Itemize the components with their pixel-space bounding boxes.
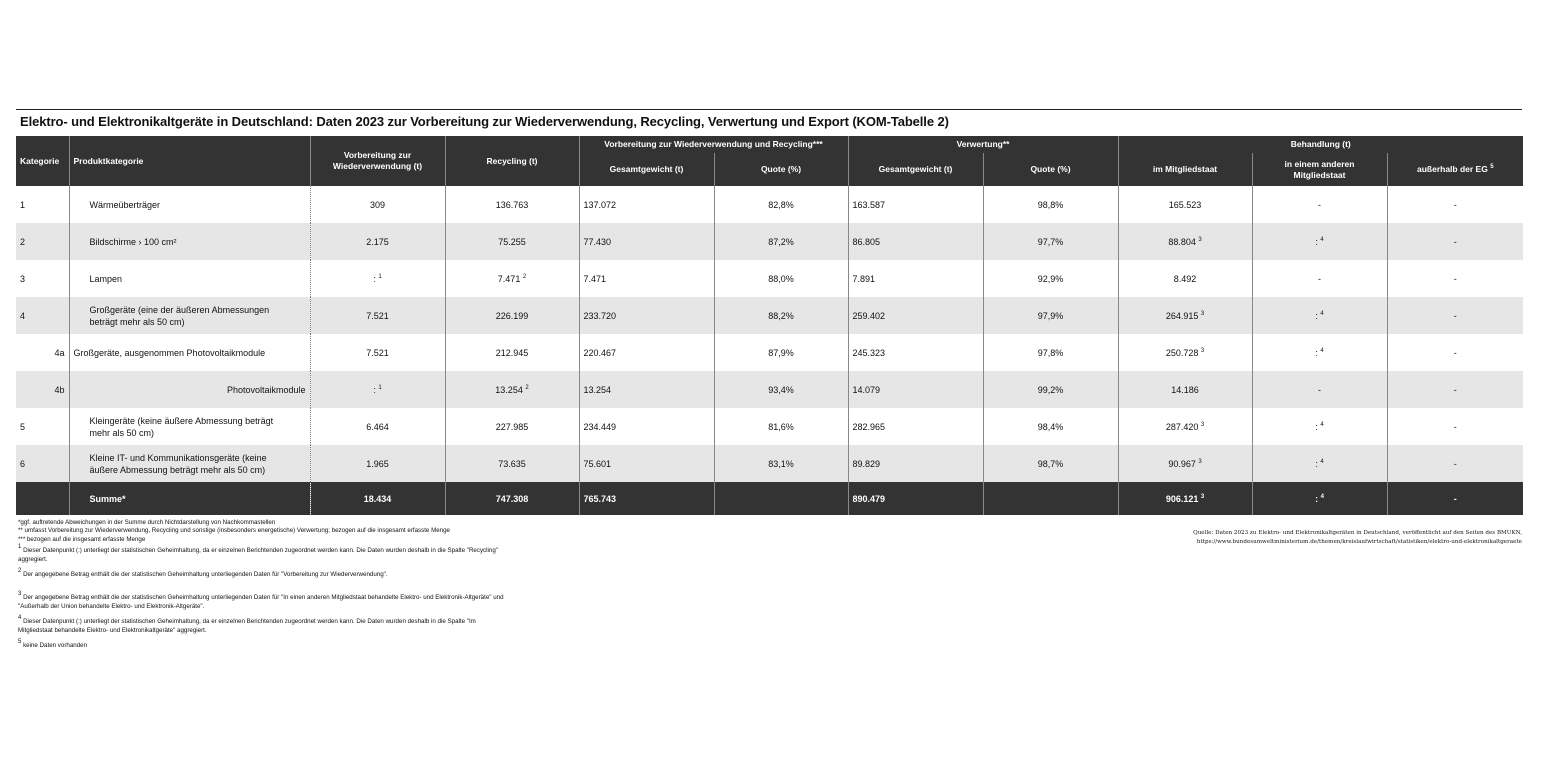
group-header-row: [16, 136, 1523, 153]
cell-produktkategorie: Wärmeüberträger: [69, 186, 310, 223]
cell-vorbereitung: : $^1$: [310, 260, 445, 297]
group-header-verwertung: Verwertung**: [848, 136, 1118, 153]
title-rule: [16, 109, 1522, 110]
cell-ausserhalb: -: [1387, 297, 1523, 334]
cell-produktkategorie: Kleingeräte (keine äußere Abmessung beträgt mehr als 50 cm): [69, 408, 310, 445]
cell-vw-quote: 97,9%: [983, 297, 1118, 334]
cell-vw-gesamt: 89.829: [848, 445, 983, 482]
cell-ausserhalb: -: [1387, 334, 1523, 371]
cell-kategorie: 2: [20, 236, 26, 247]
cell-vorbereitung: 309: [310, 186, 445, 223]
col-header-vr-gesamt: Gesamtgewicht (t): [579, 153, 714, 186]
cell-ausserhalb: -: [1387, 482, 1523, 515]
cell-mitgliedstaat: 14.186: [1118, 371, 1252, 408]
cell-kategorie: 1: [20, 199, 26, 210]
col-header-ausserhalb: außerhalb der EG $^5$: [1387, 153, 1523, 186]
cell-produktkategorie: Photovoltaikmodule: [69, 371, 310, 408]
table-row: [16, 445, 1523, 482]
cell-produktkategorie: Summe*: [69, 482, 310, 515]
footnote-sum: *ggf. auftretende Abweichungen in der Summe durch Nichtdarstellung von Nachkommastellen: [18, 519, 276, 526]
cell-kategorie: 4b: [54, 384, 65, 395]
footnote-1: $^1$ Dieser Datenpunkt (:) unterliegt der statistischen Geheimhaltung, da er einzelnen Berichtenden zugeordnet werden kann. Die Daten wurden deshalb in die Spalte "Recycling" aggregiert.: [18, 544, 498, 563]
cell-produktkategorie: Lampen: [69, 260, 310, 297]
cell-kategorie: 4: [20, 310, 26, 321]
footnote-3: $^3$ Der angegebene Betrag enthält die der statistischen Geheimhaltung unterliegenden Daten für "In einen anderen Mitgliedstaat behandelte Elektro- und Elektronik-Altgeräte" und "Außerhalb der Union behandelte Elektro- und Elektronik-Altgeräte".: [18, 591, 504, 610]
cell-vorbereitung: 2.175: [310, 223, 445, 260]
cell-vorbereitung: : $^1$: [310, 371, 445, 408]
cell-mitgliedstaat: 90.967 $^3$: [1118, 445, 1252, 482]
source-note: [1062, 529, 1522, 547]
cell-kategorie: 6: [20, 458, 26, 469]
cell-vorbereitung: 6.464: [310, 408, 445, 445]
cell-vr-gesamt: 234.449: [579, 408, 714, 445]
cell-vw-gesamt: 259.402: [848, 297, 983, 334]
col-header-vr-quote: Quote (%): [714, 153, 848, 186]
cell-anderer-mitgliedstaat: -: [1252, 371, 1387, 408]
col-header-vw-quote: Quote (%): [983, 153, 1118, 186]
cell-mitgliedstaat: 906.121 $^3$: [1118, 482, 1252, 515]
cell-recycling: 227.985: [445, 408, 579, 445]
cell-vorbereitung: 7.521: [310, 297, 445, 334]
cell-kategorie: [16, 482, 69, 515]
table-row: [16, 260, 1523, 297]
cell-vw-quote: 97,8%: [983, 334, 1118, 371]
cell-kategorie: 4a: [54, 347, 65, 358]
cell-ausserhalb: -: [1387, 408, 1523, 445]
table-row: [16, 371, 1523, 408]
col-header-anderer-mitgliedstaat: in einem anderen Mitgliedstaat: [1252, 153, 1387, 186]
cell-vr-quote: 82,8%: [714, 186, 848, 223]
cell-recycling: 13.254 $^2$: [445, 371, 579, 408]
cell-vr-quote: 87,9%: [714, 334, 848, 371]
cell-anderer-mitgliedstaat: -: [1252, 260, 1387, 297]
sum-row: [16, 482, 1523, 515]
table-title: Elektro- und Elektronikaltgeräte in Deutschland: Daten 2023 zur Vorbereitung zur Wiederverwendung, Recycling, Verwertung und Export (KOM-Tabelle 2): [20, 114, 949, 129]
cell-vr-quote: 88,2%: [714, 297, 848, 334]
footnote-5: $^5$ keine Daten vorhanden: [18, 639, 88, 650]
source-line-2: https://www.bundesumweltministerium.de/themen/kreislaufwirtschaft/statistiken/elektro-und-elektronikaltgeraete: [1196, 539, 1522, 545]
cell-ausserhalb: -: [1387, 186, 1523, 223]
cell-vr-quote: 88,0%: [714, 260, 848, 297]
cell-vorbereitung: 1.965: [310, 445, 445, 482]
cell-vr-quote: 87,2%: [714, 223, 848, 260]
cell-vw-gesamt: 86.805: [848, 223, 983, 260]
table-row: [16, 334, 1523, 371]
cell-recycling: 747.308: [445, 482, 579, 515]
cell-vr-quote: 93,4%: [714, 371, 848, 408]
footnote-quote: *** bezogen auf die insgesamt erfasste Menge: [18, 535, 146, 543]
table-row: [16, 297, 1523, 334]
table-row: [16, 223, 1523, 260]
cell-kategorie: 5: [20, 421, 26, 432]
footnotes: [18, 519, 618, 650]
cell-ausserhalb: -: [1387, 260, 1523, 297]
footnote-4: $^4$ Dieser Datenpunkt (:) unterliegt der statistischen Geheimhaltung, da er einzelnen Berichtenden zugeordnet werden kann. Die Daten wurden deshalb in die Spalte "Im Mitgliedstaat behandelte Elektro- und Elektronikaltgeräte" aggregiert.: [18, 615, 476, 634]
footnote-2: $^2$ Der angegebene Betrag enthält die der statistischen Geheimhaltung unterliegenden Daten für "Vorbereitung zur Wiederverwendung".: [18, 568, 388, 579]
cell-mitgliedstaat: 88.804 $^3$: [1118, 223, 1252, 260]
cell-recycling: 75.255: [445, 223, 579, 260]
cell-mitgliedstaat: 165.523: [1118, 186, 1252, 223]
cell-vw-quote: 92,9%: [983, 260, 1118, 297]
data-table: [16, 136, 1523, 515]
cell-vw-quote: 98,8%: [983, 186, 1118, 223]
cell-vr-gesamt: 220.467: [579, 334, 714, 371]
cell-kategorie: 3: [20, 273, 26, 284]
cell-vorbereitung: 7.521: [310, 334, 445, 371]
cell-vw-gesamt: 14.079: [848, 371, 983, 408]
cell-recycling: 7.471 $^2$: [445, 260, 579, 297]
cell-vw-gesamt: 890.479: [848, 482, 983, 515]
cell-vr-gesamt: 75.601: [579, 445, 714, 482]
cell-ausserhalb: -: [1387, 371, 1523, 408]
cell-anderer-mitgliedstaat: : $^4$: [1252, 408, 1387, 445]
cell-vw-quote: 97,7%: [983, 223, 1118, 260]
cell-recycling: 73.635: [445, 445, 579, 482]
cell-anderer-mitgliedstaat: : $^4$: [1252, 223, 1387, 260]
cell-ausserhalb: -: [1387, 223, 1523, 260]
table-body: [16, 186, 1523, 515]
cell-anderer-mitgliedstaat: -: [1252, 186, 1387, 223]
cell-vw-gesamt: 282.965: [848, 408, 983, 445]
cell-ausserhalb: -: [1387, 445, 1523, 482]
cell-mitgliedstaat: 264.915 $^3$: [1118, 297, 1252, 334]
cell-vr-gesamt: 233.720: [579, 297, 714, 334]
cell-vw-quote: 98,4%: [983, 408, 1118, 445]
group-header-vorbereitung-recycling: Vorbereitung zur Wiederverwendung und Recycling***: [579, 136, 848, 153]
cell-vw-gesamt: 245.323: [848, 334, 983, 371]
col-header-recycling: Recycling (t): [445, 136, 579, 186]
cell-anderer-mitgliedstaat: : $^4$: [1252, 482, 1387, 515]
cell-anderer-mitgliedstaat: : $^4$: [1252, 334, 1387, 371]
cell-vw-gesamt: 7.891: [848, 260, 983, 297]
cell-vw-gesamt: 163.587: [848, 186, 983, 223]
footnote-verwertung: ** umfasst Vorbereitung zur Wiederverwendung, Recycling und sonstige (insbesonders energetische) Verwertung; bezogen auf die insgesamt erfasste Menge: [18, 527, 450, 535]
col-header-mitgliedstaat: im Mitgliedstaat: [1118, 153, 1252, 186]
cell-recycling: 212.945: [445, 334, 579, 371]
cell-vr-quote: 81,6%: [714, 408, 848, 445]
cell-vw-quote: 98,7%: [983, 445, 1118, 482]
cell-vorbereitung: 18.434: [310, 482, 445, 515]
col-header-vw-gesamt: Gesamtgewicht (t): [848, 153, 983, 186]
col-header-vorbereitung: Vorbereitung zur Wiederverwendung (t): [310, 136, 445, 186]
cell-produktkategorie: Kleine IT- und Kommunikationsgeräte (keine äußere Abmessung beträgt mehr als 50 cm): [69, 445, 310, 482]
cell-mitgliedstaat: 287.420 $^3$: [1118, 408, 1252, 445]
cell-vr-quote: 83,1%: [714, 445, 848, 482]
col-header-produktkategorie: Produktkategorie: [69, 136, 310, 186]
cell-anderer-mitgliedstaat: : $^4$: [1252, 445, 1387, 482]
cell-vr-gesamt: 13.254: [579, 371, 714, 408]
cell-produktkategorie: Bildschirme › 100 cm²: [69, 223, 310, 260]
cell-vw-quote: 99,2%: [983, 371, 1118, 408]
table-row: [16, 408, 1523, 445]
cell-vr-gesamt: 7.471: [579, 260, 714, 297]
table-row: [16, 186, 1523, 223]
group-header-behandlung: Behandlung (t): [1118, 136, 1523, 153]
cell-mitgliedstaat: 8.492: [1118, 260, 1252, 297]
cell-vr-quote: [714, 482, 848, 515]
cell-produktkategorie: Großgeräte (eine der äußeren Abmessungen beträgt mehr als 50 cm): [69, 297, 310, 334]
cell-anderer-mitgliedstaat: : $^4$: [1252, 297, 1387, 334]
source-line-1: Quelle: Daten 2023 zu Elektro- und Elektronikaltgeräten in Deutschland, veröffentlicht auf den Seiten des BMUKN,: [1193, 530, 1522, 536]
cell-mitgliedstaat: 250.728 $^3$: [1118, 334, 1252, 371]
cell-produktkategorie: Großgeräte, ausgenommen Photovoltaikmodule: [69, 334, 310, 371]
cell-recycling: 136.763: [445, 186, 579, 223]
cell-vw-quote: [983, 482, 1118, 515]
cell-vr-gesamt: 77.430: [579, 223, 714, 260]
cell-vr-gesamt: 765.743: [579, 482, 714, 515]
cell-recycling: 226.199: [445, 297, 579, 334]
col-header-kategorie: Kategorie: [16, 136, 69, 186]
cell-vr-gesamt: 137.072: [579, 186, 714, 223]
